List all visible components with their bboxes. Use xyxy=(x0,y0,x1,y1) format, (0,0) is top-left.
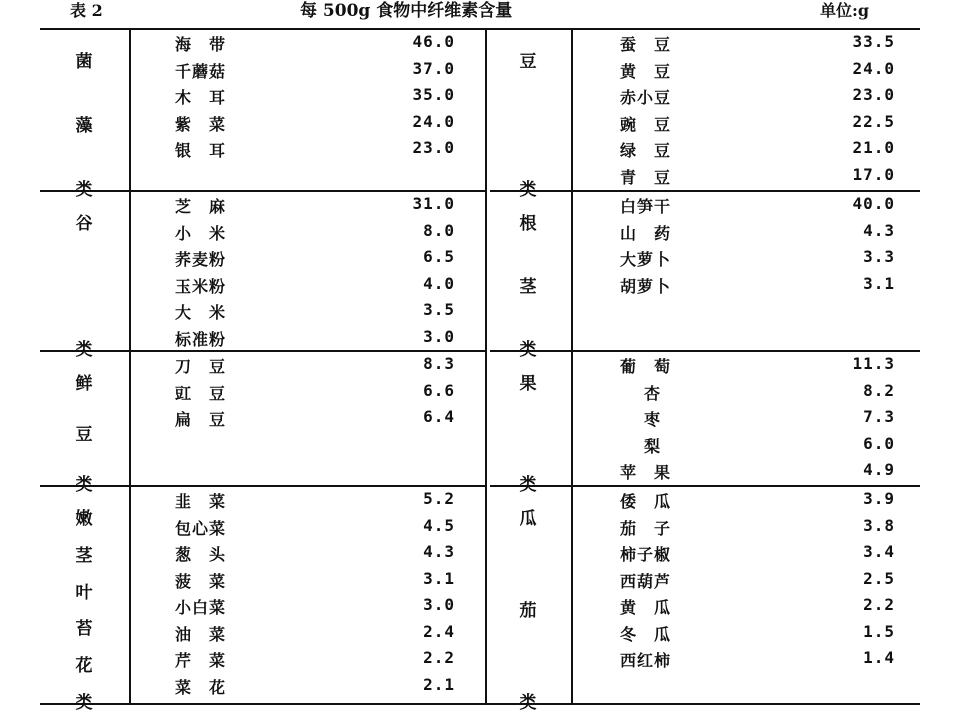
rule-left-section xyxy=(40,190,485,192)
right-item-name: 西葫芦 xyxy=(620,571,672,591)
left-item-name: 玉米粉 xyxy=(175,276,227,296)
right-item-value: 11.3 xyxy=(852,354,895,373)
left-item-name: 银 耳 xyxy=(175,141,227,160)
left-item-value: 2.4 xyxy=(423,621,455,641)
right-item-name: 茄 子 xyxy=(620,518,672,538)
left-item-value: 46.0 xyxy=(412,32,455,51)
left-category-char: 叶 xyxy=(75,582,93,603)
left-item-value: 6.4 xyxy=(423,407,455,426)
right-item-value: 21.0 xyxy=(852,138,895,157)
left-category-char: 藻 xyxy=(75,116,93,136)
right-item-name: 葡 萄 xyxy=(620,357,672,376)
left-item-name: 芝 麻 xyxy=(175,197,227,216)
right-item-value: 3.1 xyxy=(863,273,895,293)
right-item-name: 绿 豆 xyxy=(620,141,672,160)
right-category-char: 类 xyxy=(519,693,537,713)
right-item-value: 23.0 xyxy=(852,85,895,104)
left-item-name: 大 米 xyxy=(175,303,227,322)
left-item-value: 3.1 xyxy=(423,568,455,588)
left-item-value: 2.2 xyxy=(423,648,455,667)
unit-label: 单位:g xyxy=(820,1,870,20)
left-item-value: 8.3 xyxy=(423,354,455,373)
right-item-name: 柿子椒 xyxy=(620,545,672,564)
left-item-name: 小 米 xyxy=(175,223,227,243)
left-item-name: 标准粉 xyxy=(175,329,227,349)
right-item-value: 3.8 xyxy=(863,515,895,535)
rule-left-section xyxy=(40,350,485,352)
left-item-value: 8.0 xyxy=(423,220,455,240)
right-category-char: 瓜 xyxy=(519,509,537,529)
right-item-value: 24.0 xyxy=(852,58,895,78)
right-category-char: 类 xyxy=(519,475,537,495)
right-item-name: 蚕 豆 xyxy=(620,35,672,54)
right-item-name: 杏 xyxy=(644,383,662,403)
right-item-name: 白笋干 xyxy=(620,197,672,216)
left-category-char: 鲜 xyxy=(75,374,93,394)
right-category-char: 根 xyxy=(519,214,537,234)
right-item-value: 3.3 xyxy=(863,247,895,266)
left-item-name: 海 带 xyxy=(175,35,227,54)
left-category-char: 苔 xyxy=(75,619,93,640)
left-category-char: 嫩 xyxy=(75,509,93,529)
right-item-value: 2.2 xyxy=(863,595,895,614)
right-item-value: 4.3 xyxy=(863,220,895,240)
rule-right-section xyxy=(490,350,920,352)
right-item-value: 33.5 xyxy=(852,32,895,51)
left-item-name: 刀 豆 xyxy=(175,357,227,376)
left-item-value: 4.3 xyxy=(423,542,455,561)
left-item-value: 24.0 xyxy=(412,111,455,131)
right-item-name: 赤小豆 xyxy=(620,88,672,107)
left-item-name: 菜 花 xyxy=(175,677,227,697)
left-item-name: 紫 菜 xyxy=(175,114,227,134)
right-item-name: 梨 xyxy=(644,436,662,456)
left-item-value: 3.5 xyxy=(423,300,455,319)
left-item-name: 菠 菜 xyxy=(175,571,227,591)
left-item-name: 油 菜 xyxy=(175,624,227,644)
right-item-name: 青 豆 xyxy=(620,167,672,187)
left-item-name: 豇 豆 xyxy=(175,383,227,403)
right-item-value: 40.0 xyxy=(852,194,895,213)
right-category-char: 类 xyxy=(519,340,537,360)
left-item-name: 芹 菜 xyxy=(175,651,227,670)
table-number: 表 2 xyxy=(70,1,103,20)
rule-center-b xyxy=(571,28,573,703)
left-category-char: 茎 xyxy=(75,545,93,566)
right-item-value: 22.5 xyxy=(852,111,895,131)
right-category-char: 类 xyxy=(519,180,537,200)
rule-bottom xyxy=(40,703,920,705)
right-item-name: 豌 豆 xyxy=(620,114,672,134)
right-item-value: 2.5 xyxy=(863,568,895,588)
left-category-char: 类 xyxy=(75,693,93,713)
left-item-value: 2.1 xyxy=(423,674,455,694)
rule-left-section xyxy=(40,485,485,487)
rule-right-section xyxy=(490,190,920,192)
left-category-char: 豆 xyxy=(75,424,93,445)
left-item-value: 6.6 xyxy=(423,380,455,400)
rule-center-a xyxy=(485,28,487,703)
left-item-value: 35.0 xyxy=(412,85,455,104)
right-item-value: 1.4 xyxy=(863,648,895,667)
left-item-name: 包心菜 xyxy=(175,518,227,538)
right-item-name: 冬 瓜 xyxy=(620,624,672,644)
left-item-value: 6.5 xyxy=(423,247,455,266)
left-item-value: 31.0 xyxy=(412,194,455,213)
left-category-char: 花 xyxy=(75,656,93,677)
right-item-name: 山 药 xyxy=(620,223,672,243)
rule-top xyxy=(40,28,920,30)
left-item-value: 37.0 xyxy=(412,58,455,78)
right-item-value: 17.0 xyxy=(852,164,895,184)
left-item-value: 4.0 xyxy=(423,273,455,293)
right-item-value: 4.9 xyxy=(863,460,895,479)
rule-right-section xyxy=(490,485,920,487)
right-item-value: 8.2 xyxy=(863,380,895,400)
left-item-name: 荞麦粉 xyxy=(175,250,227,269)
right-item-value: 1.5 xyxy=(863,621,895,641)
left-category-char: 类 xyxy=(75,180,93,200)
right-category-char: 茄 xyxy=(519,601,537,621)
left-item-value: 4.5 xyxy=(423,515,455,535)
right-category-char: 豆 xyxy=(519,52,537,72)
left-item-value: 3.0 xyxy=(423,326,455,346)
right-item-name: 枣 xyxy=(644,410,662,429)
rule-left-category xyxy=(129,28,131,703)
right-item-name: 苹 果 xyxy=(620,463,672,482)
table-title: 每 500g 食物中纤维素含量 xyxy=(300,1,513,21)
left-item-name: 扁 豆 xyxy=(175,410,227,429)
left-item-value: 23.0 xyxy=(412,138,455,157)
right-item-name: 黄 豆 xyxy=(620,61,672,81)
left-item-name: 千蘑菇 xyxy=(175,61,227,81)
left-item-value: 5.2 xyxy=(423,489,455,508)
left-category-char: 类 xyxy=(75,475,93,495)
right-item-name: 倭 瓜 xyxy=(620,492,672,511)
right-category-char: 茎 xyxy=(519,277,537,297)
right-item-name: 黄 瓜 xyxy=(620,598,672,617)
left-category-char: 菌 xyxy=(75,52,93,72)
right-item-name: 大萝卜 xyxy=(620,250,672,269)
right-item-value: 6.0 xyxy=(863,433,895,453)
left-item-name: 小白菜 xyxy=(175,598,227,617)
left-item-name: 韭 菜 xyxy=(175,492,227,511)
left-item-value: 3.0 xyxy=(423,595,455,614)
left-category-char: 类 xyxy=(75,340,93,360)
left-category-char: 谷 xyxy=(75,214,93,234)
right-category-char: 果 xyxy=(519,374,537,394)
right-item-value: 7.3 xyxy=(863,407,895,426)
right-item-value: 3.4 xyxy=(863,542,895,561)
left-item-name: 木 耳 xyxy=(175,88,227,107)
right-item-value: 3.9 xyxy=(863,489,895,508)
left-item-name: 葱 头 xyxy=(175,545,227,564)
right-item-name: 西红柿 xyxy=(620,651,672,670)
right-item-name: 胡萝卜 xyxy=(620,276,672,296)
